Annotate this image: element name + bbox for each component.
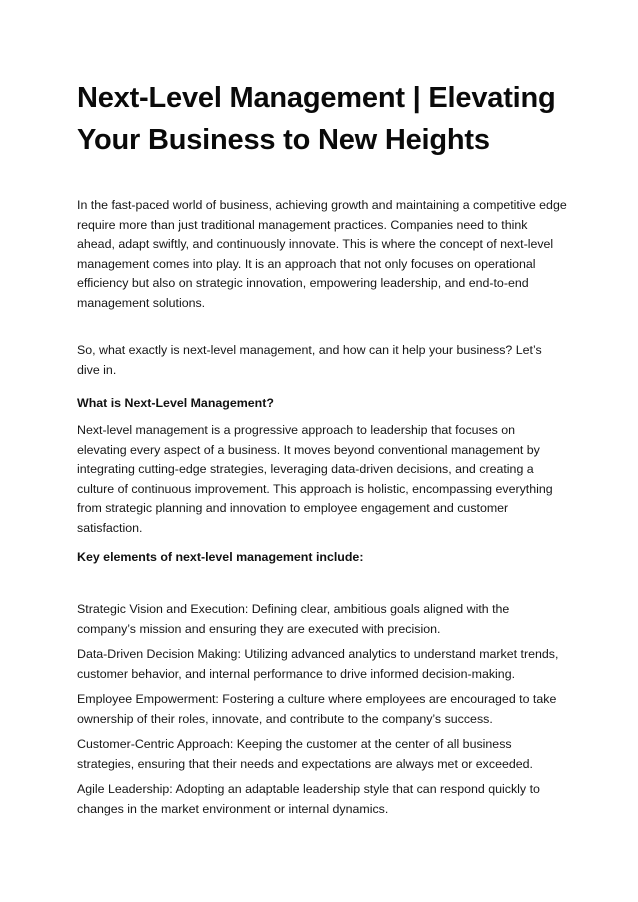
list-item: Customer-Centric Approach: Keeping the customer at the center of all business strategies, ensuring that their needs and expectations are always met or exceeded. xyxy=(77,737,533,771)
list-item: Agile Leadership: Adopting an adaptable leadership style that can respond quickly to changes in the market environment or internal dynamics. xyxy=(77,782,540,816)
section-body-what-is: Next-level management is a progressive approach to leadership that focuses on elevating every aspect of a business. It moves beyond conventional management by integrating cutting-edge strategies, leveraging data-driven decisions, and creating a culture of continuous improvement. This approach is holistic, encompassing everything from strategic planning and innovation to employee engagement and customer satisfaction. xyxy=(77,423,553,535)
list-item: Data-Driven Decision Making: Utilizing advanced analytics to understand market trends, customer behavior, and internal performance to drive informed decision-making. xyxy=(77,647,559,681)
list-item: Strategic Vision and Execution: Defining clear, ambitious goals aligned with the company’s mission and ensuring they are executed with precision. xyxy=(77,602,510,636)
page-title: Next-Level Management | Elevating Your Business to New Heights xyxy=(77,82,556,156)
section-heading-key-elements: Key elements of next-level management include: xyxy=(77,550,364,564)
question-paragraph: So, what exactly is next-level management, and how can it help your business? Let’s dive in. xyxy=(77,343,542,377)
intro-paragraph: In the fast-paced world of business, achieving growth and maintaining a competitive edge require more than just traditional management practices. Companies need to think ahead, adapt swiftly, and continuously innovate. This is where the concept of next-level management comes into play. It is an approach that not only focuses on operational efficiency but also on strategic innovation, empowering leadership, and end-to-end management solutions. xyxy=(77,198,567,310)
list-item: Employee Empowerment: Fostering a culture where employees are encouraged to take ownership of their roles, innovate, and contribute to the company’s success. xyxy=(77,692,557,726)
section-heading-what-is: What is Next-Level Management? xyxy=(77,396,274,410)
